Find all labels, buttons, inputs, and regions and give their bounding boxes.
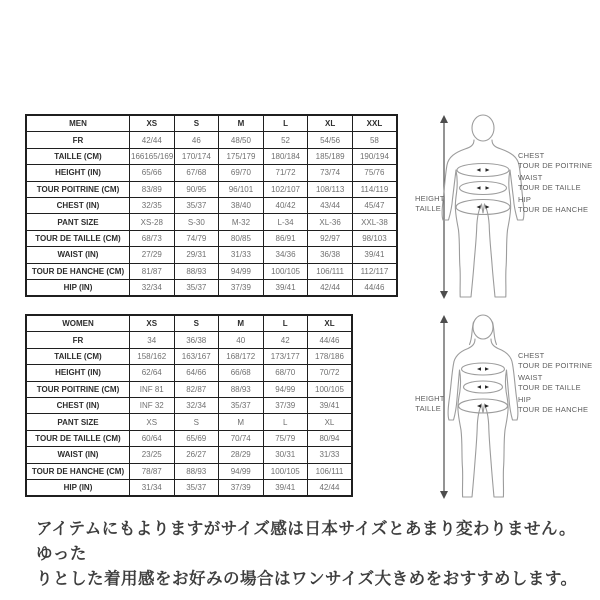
value-cell: 100/105 [308,381,353,397]
value-cell: 42 [263,332,308,348]
row-label-cell: TOUR DE HANCHE (CM) [26,263,130,279]
value-cell: 42/44 [308,279,353,296]
value-cell: 32/34 [130,279,175,296]
row-label-cell: TAILLE (CM) [26,348,130,364]
row-label-cell: HIP (IN) [26,479,130,496]
value-cell: L [263,414,308,430]
row-label-cell: PANT SIZE [26,414,130,430]
value-cell: 178/186 [308,348,353,364]
value-cell: 40/42 [263,197,308,213]
head-outline [472,115,494,141]
hip-label-fr: TOUR DE HANCHE [518,204,589,214]
waist-label-fr: TOUR DE TAILLE [518,382,581,392]
value-cell: 100/105 [263,263,308,279]
value-cell: 69/70 [219,165,264,181]
value-cell: 74/79 [174,230,219,246]
value-cell: 66/68 [219,365,264,381]
female-body-outline [448,315,518,497]
table-row [26,397,352,413]
value-cell: 39/41 [352,247,397,263]
size-column-header: XS [130,115,175,132]
measure-markers [477,168,490,209]
value-cell: 70/74 [219,430,264,446]
row-label-cell: TOUR POITRINE (CM) [26,381,130,397]
table-row [26,214,397,230]
waist-measure-ellipse [464,381,503,393]
value-cell: 73/74 [308,165,353,181]
table-row [26,463,352,479]
table-row [26,430,352,446]
value-cell: 62/64 [130,365,175,381]
height-arrow [440,115,448,299]
hip-label-fr: TOUR DE HANCHE [518,404,589,414]
value-cell: 80/85 [219,230,264,246]
table-row [26,263,397,279]
value-cell: 39/41 [263,479,308,496]
value-cell: XL-36 [308,214,353,230]
value-cell: 29/31 [174,247,219,263]
value-cell: 166165/169 [130,148,175,164]
table-row [26,365,352,381]
value-cell: 42/44 [130,132,175,148]
row-label-cell: TOUR POITRINE (CM) [26,181,130,197]
waist-label [518,173,581,192]
value-cell: 40 [219,332,264,348]
value-cell: 52 [263,132,308,148]
row-label-cell: CHEST (IN) [26,197,130,213]
row-label-cell: FR [26,132,130,148]
size-column-header: XL [308,115,353,132]
size-column-header: XL [308,315,353,332]
chest-label [518,351,592,370]
value-cell: M-32 [219,214,264,230]
value-cell: 34/36 [263,247,308,263]
value-cell: 163/167 [174,348,219,364]
table-row [26,247,397,263]
row-label-cell: HEIGHT (IN) [26,365,130,381]
size-column-header: L [263,315,308,332]
value-cell: 44/46 [308,332,353,348]
value-cell: S-30 [174,214,219,230]
value-cell: 27/29 [130,247,175,263]
size-column-header: M [219,115,264,132]
row-label-cell: TOUR DE TAILLE (CM) [26,230,130,246]
value-cell: 42/44 [308,479,353,496]
value-cell: 75/79 [263,430,308,446]
value-cell: 64/66 [174,365,219,381]
value-cell: 35/37 [174,279,219,296]
value-cell: 158/162 [130,348,175,364]
row-label-cell: TOUR DE HANCHE (CM) [26,463,130,479]
table-title-cell: MEN [26,115,130,132]
men-size-table [25,114,398,297]
value-cell: XS-28 [130,214,175,230]
table-row [26,279,397,296]
value-cell: 100/105 [263,463,308,479]
waist-measure-ellipse [460,182,507,195]
value-cell: 26/27 [174,447,219,463]
value-cell: 39/41 [263,279,308,296]
value-cell: 168/172 [219,348,264,364]
value-cell: 96/101 [219,181,264,197]
value-cell: 31/34 [130,479,175,496]
chest-label-en: CHEST [518,351,545,360]
hip-label-en: HIP [518,195,532,204]
table-row [26,181,397,197]
table-row [26,479,352,496]
hair-left [470,322,474,345]
chest-label-fr: TOUR DE POITRINE [518,360,593,370]
value-cell: 94/99 [263,381,308,397]
value-cell: 190/194 [352,148,397,164]
value-cell: 28/29 [219,447,264,463]
women-body-diagram [415,312,600,507]
hip-label [518,395,588,414]
table-row [26,348,352,364]
size-column-header: XXL [352,115,397,132]
value-cell: 106/111 [308,463,353,479]
value-cell: 86/91 [263,230,308,246]
header-row [26,115,397,132]
sizing-note-line-2: りとした着用感をお好みの場合はワンサイズ大きめをおすすめします。 [36,570,578,588]
value-cell: 60/64 [130,430,175,446]
value-cell: 112/117 [352,263,397,279]
hip-label [518,195,588,214]
value-cell: S [174,414,219,430]
value-cell: 54/56 [308,132,353,148]
sizing-note [36,517,581,592]
value-cell: 23/25 [130,447,175,463]
table-row [26,332,352,348]
row-label-cell: TOUR DE TAILLE (CM) [26,430,130,446]
value-cell: 30/31 [263,447,308,463]
height-label-fr: TAILLE [415,203,441,213]
value-cell: 114/119 [352,181,397,197]
value-cell: 45/47 [352,197,397,213]
value-cell: 102/107 [263,181,308,197]
size-column-header: S [174,115,219,132]
height-label-en: HEIGHT [415,194,445,203]
row-label-cell: HEIGHT (IN) [26,165,130,181]
height-label [415,394,445,413]
value-cell: 108/113 [308,181,353,197]
value-cell: 32/34 [174,397,219,413]
height-label [415,194,445,213]
row-label-cell: PANT SIZE [26,214,130,230]
table-title-cell: WOMEN [26,315,130,332]
row-label-cell: HIP (IN) [26,279,130,296]
chest-measure-ellipse [462,363,505,375]
measure-markers [477,367,489,408]
value-cell: 31/33 [308,447,353,463]
value-cell: 35/37 [174,197,219,213]
value-cell: 36/38 [308,247,353,263]
value-cell: 43/44 [308,197,353,213]
value-cell: 68/73 [130,230,175,246]
value-cell: 88/93 [174,263,219,279]
value-cell: 37/39 [263,397,308,413]
value-cell: INF 32 [130,397,175,413]
value-cell: 106/111 [308,263,353,279]
row-label-cell: TAILLE (CM) [26,148,130,164]
row-label-cell: FR [26,332,130,348]
table-row [26,381,352,397]
head-outline [473,315,493,339]
table-row [26,197,397,213]
waist-label-en: WAIST [518,173,543,182]
value-cell: 35/37 [219,397,264,413]
value-cell: 92/97 [308,230,353,246]
value-cell: 68/70 [263,365,308,381]
height-arrow [440,315,448,499]
value-cell: 58 [352,132,397,148]
value-cell: 32/35 [130,197,175,213]
value-cell: XL [308,414,353,430]
value-cell: 36/38 [174,332,219,348]
waist-label-fr: TOUR DE TAILLE [518,182,581,192]
value-cell: 173/177 [263,348,308,364]
value-cell: 46 [174,132,219,148]
value-cell: 48/50 [219,132,264,148]
value-cell: 65/69 [174,430,219,446]
size-column-header: M [219,315,264,332]
value-cell: 70/72 [308,365,353,381]
male-body-outline [442,115,524,297]
value-cell: 67/68 [174,165,219,181]
value-cell: 39/41 [308,397,353,413]
value-cell: 31/33 [219,247,264,263]
men-body-diagram [415,112,600,307]
table-row [26,414,352,430]
chest-label [518,151,592,170]
value-cell: INF 81 [130,381,175,397]
row-label-cell: CHEST (IN) [26,397,130,413]
row-label-cell: WAIST (IN) [26,447,130,463]
chest-label-fr: TOUR DE POITRINE [518,160,593,170]
value-cell: XXL-38 [352,214,397,230]
size-column-header: XS [130,315,175,332]
value-cell: 71/72 [263,165,308,181]
size-column-header: S [174,315,219,332]
value-cell: 185/189 [308,148,353,164]
women-size-table [25,314,353,497]
value-cell: M [219,414,264,430]
value-cell: 94/99 [219,463,264,479]
value-cell: 170/174 [174,148,219,164]
table-row [26,148,397,164]
table-row [26,230,397,246]
value-cell: XS [130,414,175,430]
hair-right [493,322,497,345]
row-label-cell: WAIST (IN) [26,247,130,263]
value-cell: 94/99 [219,263,264,279]
height-label-en: HEIGHT [415,394,445,403]
value-cell: 37/39 [219,279,264,296]
table-row [26,132,397,148]
value-cell: 82/87 [174,381,219,397]
value-cell: 88/93 [219,381,264,397]
value-cell: 75/76 [352,165,397,181]
hip-label-en: HIP [518,395,532,404]
value-cell: 88/93 [174,463,219,479]
chest-measure-ellipse [457,164,509,177]
table-row [26,447,352,463]
value-cell: 37/39 [219,479,264,496]
value-cell: 90/95 [174,181,219,197]
value-cell: 65/66 [130,165,175,181]
value-cell: L-34 [263,214,308,230]
value-cell: 35/37 [174,479,219,496]
value-cell: 78/87 [130,463,175,479]
value-cell: 175/179 [219,148,264,164]
table-row [26,165,397,181]
waist-label [518,373,581,392]
header-row [26,315,352,332]
chest-label-en: CHEST [518,151,545,160]
sizing-note-line-1: アイテムにもよりますがサイズ感は日本サイズとあまり変わりません。ゆった [36,520,577,563]
value-cell: 180/184 [263,148,308,164]
value-cell: 38/40 [219,197,264,213]
value-cell: 80/94 [308,430,353,446]
height-label-fr: TAILLE [415,403,441,413]
value-cell: 34 [130,332,175,348]
size-column-header: L [263,115,308,132]
value-cell: 81/87 [130,263,175,279]
value-cell: 98/103 [352,230,397,246]
value-cell: 44/46 [352,279,397,296]
value-cell: 83/89 [130,181,175,197]
waist-label-en: WAIST [518,373,543,382]
